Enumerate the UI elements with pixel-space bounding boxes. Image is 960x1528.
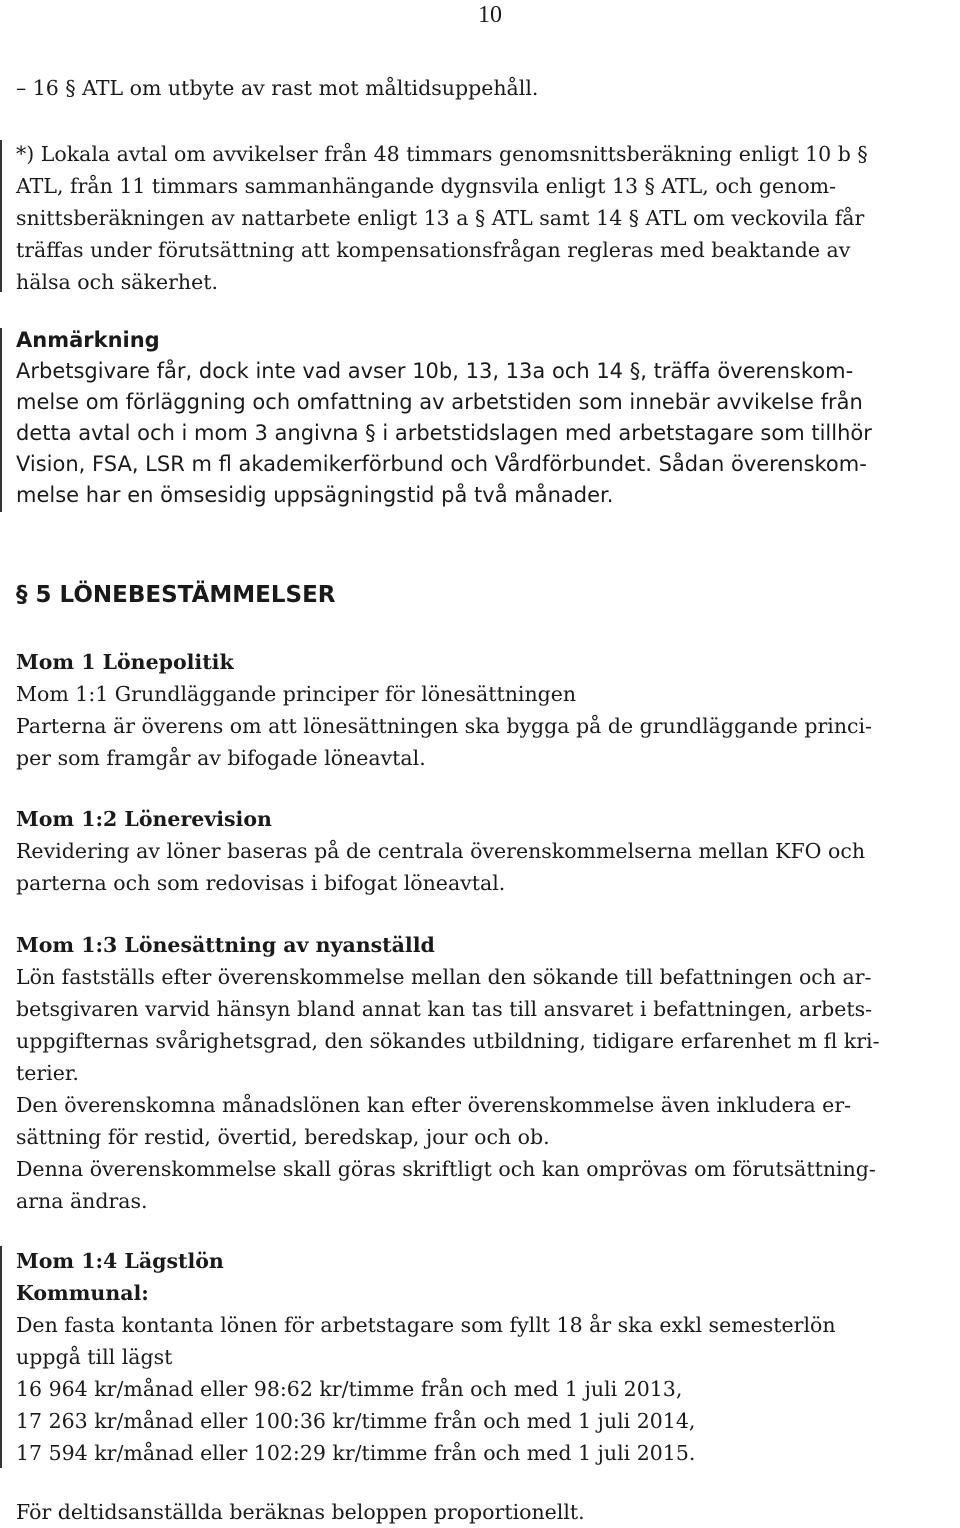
footnote-line: hälsa och säkerhet.: [16, 270, 218, 294]
mom1-line: Parterna är överens om att lönesättningen ska bygga på de grundläggande princi-: [16, 714, 872, 738]
mom1-heading: Mom 1 Lönepolitik: [16, 650, 234, 674]
anmarkning-line: Arbetsgivare får, dock inte vad avser 10b, 13, 13a och 14 §, träffa överenskom-: [16, 359, 854, 383]
change-bar-anmarkning: [0, 328, 2, 512]
mom14-section: [16, 1245, 946, 1469]
mom12-heading: Mom 1:2 Lönerevision: [16, 807, 272, 831]
mom14-line: Den fasta kontanta lönen för arbetstagare som fyllt 18 år ska exkl semesterlön: [16, 1313, 836, 1337]
mom14-line: uppgå till lägst: [16, 1345, 173, 1369]
mom13-section: [16, 929, 946, 1217]
mom1-subheading: Mom 1:1 Grundläggande principer för lönesättningen: [16, 682, 577, 706]
mom13-line: Denna överenskommelse skall göras skriftligt och kan omprövas om förutsättning-: [16, 1157, 876, 1181]
footnote-line: snittsberäkningen av nattarbete enligt 13 a § ATL samt 14 § ATL om veckovila får: [16, 206, 865, 230]
footnote-line: ATL, från 11 timmars sammanhängande dygnsvila enligt 13 § ATL, och genom-: [16, 174, 837, 198]
mom12-section: [16, 803, 946, 899]
mom14-line: 16 964 kr/månad eller 98:62 kr/timme från och med 1 juli 2013,: [16, 1377, 683, 1401]
mom14-subheading: Kommunal:: [16, 1281, 149, 1305]
page-number: 10: [478, 2, 502, 28]
mom12-line: Revidering av löner baseras på de centrala överenskommelserna mellan KFO och: [16, 839, 866, 863]
footnote-line: *) Lokala avtal om avvikelser från 48 timmars genomsnittsberäkning enligt 10 b §: [16, 142, 868, 166]
anmarkning-line: melse har en ömsesidig uppsägningstid på två månader.: [16, 483, 614, 507]
change-bar-lagstlon: [0, 1246, 2, 1468]
final-note: För deltidsanställda beräknas beloppen proportionellt.: [16, 1500, 585, 1524]
mom13-line: uppgifternas svårighetsgrad, den sökandes utbildning, tidigare erfarenhet m fl kri-: [16, 1029, 880, 1053]
mom14-line: 17 594 kr/månad eller 102:29 kr/timme från och med 1 juli 2015.: [16, 1441, 696, 1465]
anmarkning-line: Vision, FSA, LSR m fl akademikerförbund och Vårdförbundet. Sådan överenskom-: [16, 452, 867, 476]
mom12-line: parterna och som redovisas i bifogat löneavtal.: [16, 871, 506, 895]
change-bar-footnote: [0, 140, 2, 292]
mom14-heading: Mom 1:4 Lägstlön: [16, 1249, 224, 1273]
mom14-line: 17 263 kr/månad eller 100:36 kr/timme från och med 1 juli 2014,: [16, 1409, 696, 1433]
mom13-heading: Mom 1:3 Lönesättning av nyanställd: [16, 933, 435, 957]
mom13-line: Lön fastställs efter överenskommelse mellan den sökande till befattningen och ar-: [16, 965, 872, 989]
anmarkning-line: detta avtal och i mom 3 angivna § i arbetstidslagen med arbetstagare som tillhör: [16, 421, 872, 445]
anmarkning-heading: Anmärkning: [16, 328, 160, 352]
mom1-section: [16, 646, 946, 774]
anmarkning-section: [16, 325, 946, 511]
section-title: § 5 LÖNEBESTÄMMELSER: [16, 582, 336, 608]
footnote-line: träffas under förutsättning att kompensationsfrågan regleras med beaktande av: [16, 238, 851, 262]
mom13-line: arna ändras.: [16, 1189, 148, 1213]
mom1-line: per som framgår av bifogade löneavtal.: [16, 746, 426, 770]
mom13-line: Den överenskomna månadslönen kan efter överenskommelse även inkludera er-: [16, 1093, 852, 1117]
footnote-paragraph: [16, 138, 946, 298]
mom13-line: betsgivaren varvid hänsyn bland annat kan tas till ansvaret i befattningen, arbets-: [16, 997, 873, 1021]
mom13-line: terier.: [16, 1061, 79, 1085]
mom13-line: sättning för restid, övertid, beredskap, jour och ob.: [16, 1125, 550, 1149]
atl-list-item: – 16 § ATL om utbyte av rast mot måltidsuppehåll.: [16, 76, 539, 100]
anmarkning-line: melse om förläggning och omfattning av arbetstiden som innebär avvikelse från: [16, 390, 863, 414]
